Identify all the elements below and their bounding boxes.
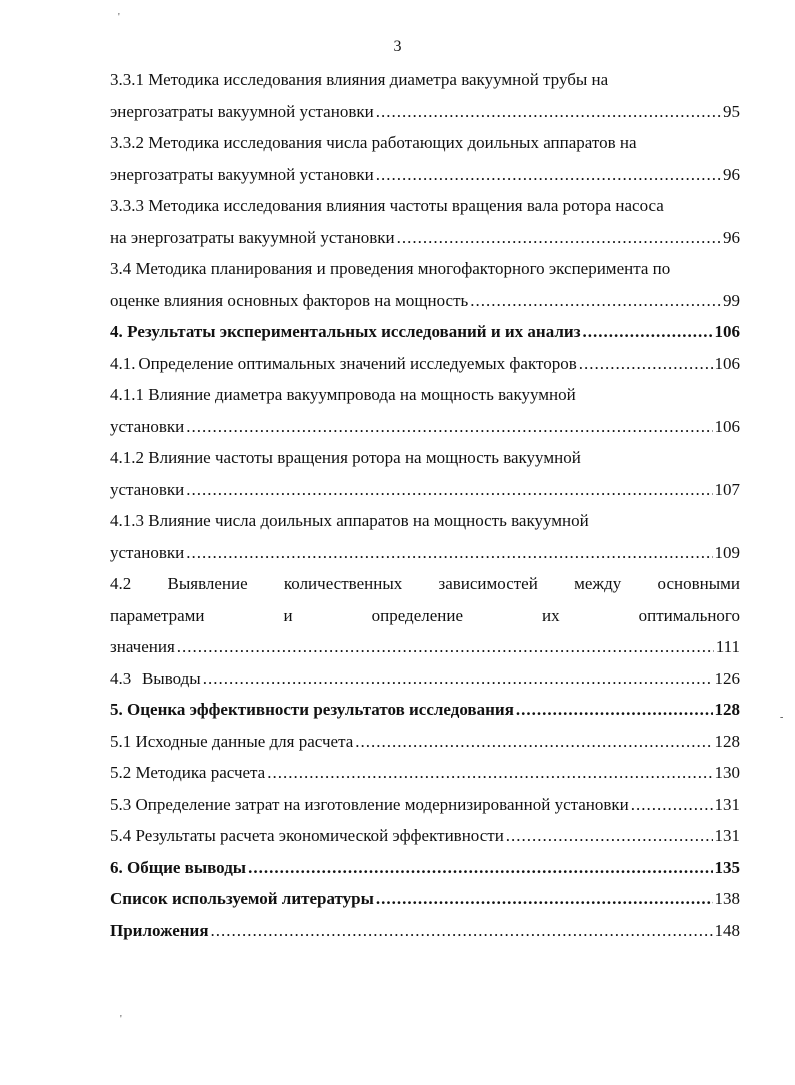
toc-entry-4-1-3-line2: установки ..... 109 — [110, 537, 740, 569]
dot-leader — [248, 852, 712, 884]
dot-leader — [376, 96, 721, 128]
toc-entry-4-2-line3: значения ..... 111 — [110, 631, 740, 663]
dot-leader — [186, 411, 712, 443]
toc-entry-literature: Список используемой литературы ..... 138 — [110, 883, 740, 915]
toc-page-number: 130 — [714, 763, 740, 782]
toc-entry-4-3: 4.3 Выводы ..... 126 — [110, 663, 740, 695]
toc-page-number: 96 — [723, 227, 740, 247]
dot-leader — [376, 159, 721, 191]
toc-entry-3-3-3-line1: 3.3.3 Методика исследования влияния частоты вращения вала ротора насоса — [110, 196, 664, 215]
toc-entry-4-1-2-line2: установки ..... 107 — [110, 474, 740, 506]
toc-entry-5-2: 5.2 Методика расчета ..... 130 — [110, 757, 740, 789]
page-number: 3 — [393, 38, 402, 55]
toc-page-number: 111 — [715, 637, 740, 656]
toc-entry-3-4-line2: оценке влияния основных факторов на мощность ..... 99 — [110, 285, 740, 317]
dot-leader — [516, 694, 713, 726]
table-of-contents — [110, 64, 740, 946]
toc-page-number: 138 — [714, 889, 740, 908]
toc-page-number: 126 — [714, 668, 740, 688]
dot-leader — [177, 631, 714, 663]
toc-entry-4-1-3-line1: 4.1.3 Влияние числа доильных аппаратов на мощность вакуумной — [110, 511, 589, 530]
dot-leader — [355, 726, 712, 758]
toc-entry-4-1-2-line1: 4.1.2 Влияние частоты вращения ротора на мощность вакуумной — [110, 448, 581, 467]
toc-page-number: 148 — [714, 920, 740, 940]
dot-leader — [470, 285, 721, 317]
toc-page-number: 99 — [723, 290, 740, 310]
dot-leader — [376, 883, 713, 915]
dot-leader — [267, 757, 712, 789]
toc-page-number: 107 — [714, 479, 740, 499]
toc-page-number: 106 — [714, 353, 740, 373]
toc-entry-4-2-line1: 4.2 Выявление количественных зависимостей между основными — [110, 574, 740, 593]
toc-entry-3-3-1-line2: энергозатраты вакуумной установки ..... 95 — [110, 96, 740, 128]
toc-entry-3-4-line1: 3.4 Методика планирования и проведения многофакторного эксперимента по — [110, 259, 671, 278]
toc-entry-3-3-2-line1: 3.3.2 Методика исследования числа работающих доильных аппаратов на — [110, 133, 637, 152]
toc-entry-6: 6. Общие выводы ..... 135 — [110, 852, 740, 884]
toc-page-number: 135 — [714, 857, 740, 877]
toc-page-number: 95 — [723, 101, 740, 121]
dot-leader — [203, 663, 713, 695]
dot-leader — [186, 474, 712, 506]
toc-entry-4-2-line2: параметрами и определение их оптимального — [110, 605, 740, 625]
toc-entry-3-3-1-line1: 3.3.1 Методика исследования влияния диаметра вакуумной трубы на — [110, 70, 609, 89]
toc-entry-3-3-2-line2: энергозатраты вакуумной установки ..... 96 — [110, 159, 740, 191]
dot-leader — [397, 222, 721, 254]
toc-entry-5-1: 5.1 Исходные данные для расчета ..... 128 — [110, 726, 740, 758]
toc-entry-5-3: 5.3 Определение затрат на изготовление модернизированной установки ..... 131 — [110, 789, 740, 821]
toc-entry-3-3-3-line2: на энергозатраты вакуумной установки ..... 96 — [110, 222, 740, 254]
toc-page-number: 128 — [714, 731, 740, 751]
dot-leader — [631, 789, 713, 821]
toc-page-number: 109 — [714, 542, 740, 562]
dot-leader — [186, 537, 712, 569]
toc-entry-5-4: 5.4 Результаты расчета экономической эффективности ..... 131 — [110, 820, 740, 852]
toc-entry-4-1: 4.1. Определение оптимальных значений исследуемых факторов ..... 106 — [110, 348, 740, 380]
toc-entry-4: 4. Результаты экспериментальных исследований и их анализ ..... 106 — [110, 316, 740, 348]
scan-mark: ' — [118, 12, 120, 23]
toc-page-number: 106 — [714, 322, 740, 341]
toc-page-number: 96 — [723, 164, 740, 184]
dot-leader — [583, 316, 713, 348]
toc-entry-5: 5. Оценка эффективности результатов исследования ..... 128 — [110, 694, 740, 726]
dot-leader — [211, 915, 713, 947]
dot-leader — [506, 820, 713, 852]
toc-page-number: 131 — [714, 826, 740, 845]
toc-page-number: 131 — [714, 794, 740, 814]
toc-entry-4-1-1-line1: 4.1.1 Влияние диаметра вакуумпровода на мощность вакуумной — [110, 385, 576, 404]
scan-mark: ' — [120, 1014, 122, 1025]
toc-entry-appendices: Приложения ..... 148 — [110, 915, 740, 947]
toc-page-number: 128 — [714, 700, 740, 719]
dot-leader — [579, 348, 713, 380]
toc-entry-4-1-1-line2: установки ..... 106 — [110, 411, 740, 443]
scan-mark: - — [780, 712, 784, 723]
toc-page-number: 106 — [714, 416, 740, 436]
